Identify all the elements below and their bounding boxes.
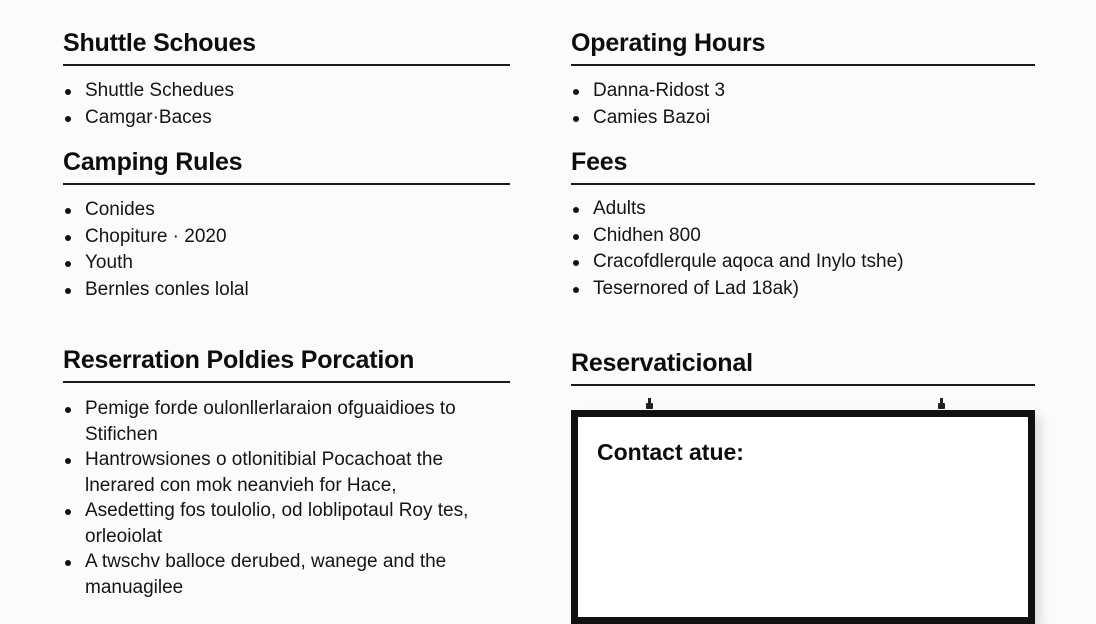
list-item: Camgar·Baces <box>63 105 510 132</box>
heading-rule <box>63 183 510 185</box>
heading-rule <box>571 64 1035 66</box>
list-item: Adults <box>571 196 1035 223</box>
heading-rule <box>63 381 510 383</box>
bullet-list <box>63 197 510 303</box>
section-heading: Shuttle Schoues <box>63 29 256 57</box>
list-item: Tesernored of Lad 18ak) <box>571 276 1035 303</box>
list-item: Asedetting fos toulolio, od loblipotaul Roy tes, orleoiolat <box>63 498 510 549</box>
list-item: Chidhen 800 <box>571 223 1035 250</box>
list-item: Youth <box>63 250 510 277</box>
section-reservations <box>571 348 1035 386</box>
section-heading: Reserration Poldies Porcation <box>63 346 415 374</box>
list-item: Chopiture · 2020 <box>63 224 510 251</box>
hanger-hook-icon <box>938 398 946 410</box>
heading-rule <box>571 384 1035 386</box>
heading-rule <box>63 64 510 66</box>
section-heading: Fees <box>571 148 628 176</box>
section-reservation-policies <box>63 345 510 600</box>
heading-rule <box>571 183 1035 185</box>
bullet-list <box>63 396 510 600</box>
list-item: Shuttle Schedues <box>63 78 510 105</box>
list-item: Conides <box>63 197 510 224</box>
list-item: Camies Bazoi <box>571 105 1035 132</box>
contact-title: Contact atue: <box>597 439 744 465</box>
bullet-list <box>571 196 1035 302</box>
contact-sign <box>571 410 1035 624</box>
section-fees <box>571 147 1035 302</box>
list-item: Cracofdlerqule aqoca and Inylo tshe) <box>571 249 1035 276</box>
list-item: A twschv balloce derubed, wanege and the manuagilee <box>63 549 510 600</box>
list-item: Pemige forde oulonllerlaraion ofguaidioes to Stifichen <box>63 396 510 447</box>
section-heading: Camping Rules <box>63 148 243 176</box>
section-camping-rules <box>63 147 510 303</box>
section-heading: Operating Hours <box>571 29 766 57</box>
section-operating-hours <box>571 28 1035 131</box>
list-item: Danna-Ridost 3 <box>571 78 1035 105</box>
section-shuttle-schedules <box>63 28 510 131</box>
hanger-hook-icon <box>646 398 654 410</box>
list-item: Hantrowsiones o otlonitibial Pocachoat the lnerared con mok neanvieh for Hace, <box>63 447 510 498</box>
bullet-list <box>63 78 510 131</box>
list-item: Bernles conles lolal <box>63 277 510 304</box>
section-heading: Reservaticional <box>571 349 753 377</box>
bullet-list <box>571 78 1035 131</box>
